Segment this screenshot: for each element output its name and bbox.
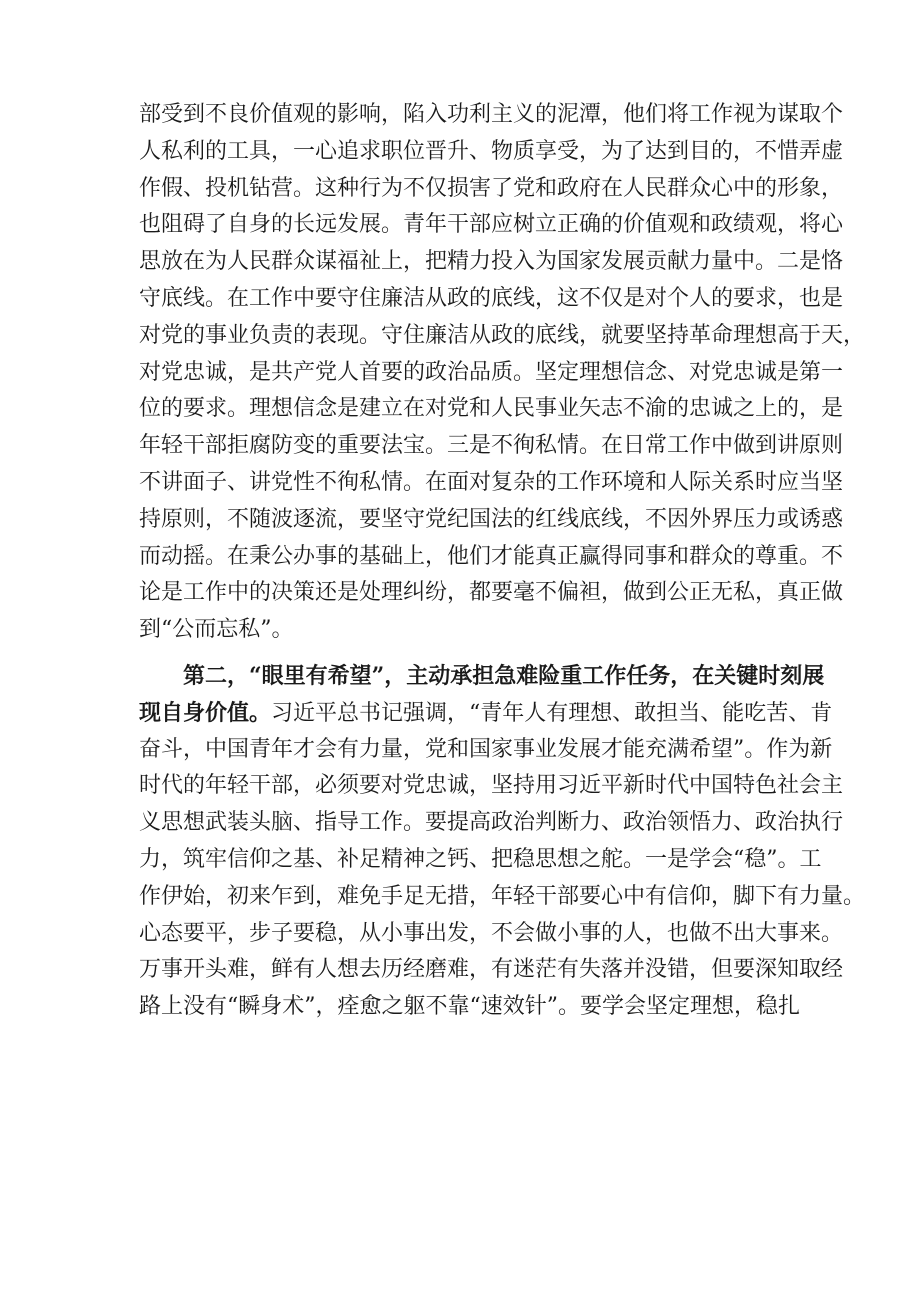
text-line: 对党忠诚，是共产党人首要的政治品质。坚定理想信念、对党忠诚是第一 <box>139 359 844 385</box>
text-line: 力，筑牢信仰之基、补足精神之钙、把稳思想之舵。一是学会“稳”。工 <box>139 846 822 872</box>
quote-intro: 习近平总书记强调，“青年人有理想、敢担当、能吃苦、肯 <box>271 700 833 726</box>
section-heading-line: 第二，“眼里有希望”，主动承担急难险重工作任务，在关键时刻展 <box>183 662 825 689</box>
paragraph-spacer <box>139 649 789 658</box>
text-line: 也阻碍了自身的长远发展。青年干部应树立正确的价值观和政绩观，将心 <box>139 212 844 238</box>
text-line: 作假、投机钻营。这种行为不仅损害了党和政府在人民群众心中的形象， <box>139 175 844 201</box>
text-line: 奋斗，中国青年才会有力量，党和国家事业发展才能充满希望”。作为新 <box>139 736 833 762</box>
text-line: 部受到不良价值观的影响，陷入功利主义的泥潭，他们将工作视为谋取个 <box>139 102 844 127</box>
paragraph-2 <box>139 658 866 1026</box>
document-body <box>139 97 866 1026</box>
text-line: 守底线。在工作中要守住廉洁从政的底线，这不仅是对个人的要求，也是 <box>139 285 844 311</box>
text-line: 万事开头难，鲜有人想去历经磨难，有迷茫有失落并没错，但要深知取经 <box>139 957 844 983</box>
text-line <box>139 695 833 732</box>
text-line: 人私利的工具，一心追求职位晋升、物质享受，为了达到目的，不惜弄虚 <box>139 138 844 164</box>
text-line: 而动摇。在秉公办事的基础上，他们才能真正赢得同事和群众的尊重。不 <box>139 543 844 569</box>
text-line: 义思想武装头脑、指导工作。要提高政治判断力、政治领悟力、政治执行 <box>139 810 844 836</box>
text-line: 位的要求。理想信念是建立在对党和人民事业矢志不渝的忠诚之上的，是 <box>139 396 844 422</box>
text-line: 时代的年轻干部，必须要对党忠诚，坚持用习近平新时代中国特色社会主 <box>139 773 844 799</box>
text-line: 作伊始，初来乍到，难免手足无措，年轻干部要心中有信仰，脚下有力量。 <box>139 883 866 909</box>
text-line: 不讲面子、讲党性不徇私情。在面对复杂的工作环境和人际关系时应当坚 <box>139 469 844 495</box>
text-line: 路上没有“瞬身术”，痊愈之躯不靠“速效针”。要学会坚定理想，稳扎 <box>139 994 800 1020</box>
section-heading-tail: 现自身价值。 <box>139 699 272 726</box>
text-line: 心态要平，步子要稳，从小事出发，不会做小事的人，也做不出大事来。 <box>139 920 844 946</box>
text-line: 年轻干部拒腐防变的重要法宝。三是不徇私情。在日常工作中做到讲原则 <box>139 433 844 459</box>
text-line: 思放在为人民群众谋福祉上，把精力投入为国家发展贡献力量中。二是恪 <box>139 249 844 275</box>
paragraph-1 <box>139 97 866 649</box>
text-line: 到“公而忘私”。 <box>139 617 294 643</box>
text-line: 对党的事业负责的表现。守住廉洁从政的底线，就要坚持革命理想高于天， <box>139 322 866 348</box>
text-line: 论是工作中的决策还是处理纠纷，都要毫不偏袒，做到公正无私，真正做 <box>139 580 844 606</box>
text-line: 持原则，不随波逐流，要坚守党纪国法的红线底线，不因外界压力或诱惑 <box>139 506 844 532</box>
